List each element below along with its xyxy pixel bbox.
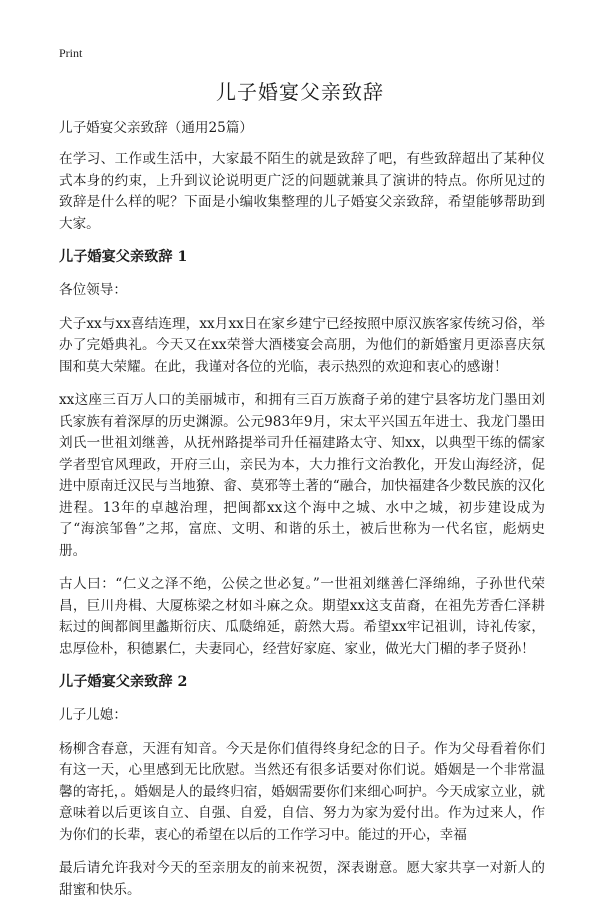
article-body	[59, 118, 545, 913]
section-greeting: 各位领导：	[59, 282, 127, 298]
page-title: 儿子婚宴父亲致辞	[216, 80, 384, 104]
article-subtitle: 儿子婚宴父亲致辞（通用25篇）	[59, 120, 254, 136]
section-1	[59, 247, 545, 660]
section-paragraph: 最后请允许我对今天的至亲朋友的前来祝贺，深表谢意。愿大家共享一对新人的甜蜜和快乐。	[59, 860, 545, 898]
section-2	[59, 672, 545, 901]
print-link[interactable]: Print	[59, 46, 83, 60]
section-paragraph: 犬子xx与xx喜结连理，xx月xx日在家乡建宁已经按照中原汉族客家传统习俗，举办了完婚典礼。今天又在xx荣誉大酒楼宴会高朋，为他们的新婚蜜月更添喜庆氛围和莫大荣耀。在此，我谨对各位的光临，表示热烈的欢迎和衷心的感谢！	[59, 315, 545, 375]
section-paragraph: 杨柳含春意，天涯有知音。今天是你们值得终身纪念的日子。作为父母看着你们有这一天，心里感到无比欣慰。当然还有很多话要对你们说。婚姻是一个非常温馨的寄托，。婚姻是人的最终归宿，婚姻需要你们来细心呵护。今天成家立业，就意味着以后更该自立、自强、自爱，自信、努力为家为爱付出。作为过来人，作为你们的长辈，衷心的希望在以后的工作学习中。能过的开心，幸福	[59, 740, 545, 843]
section-paragraph: xx这座三百万人口的美丽城市，和拥有三百万族裔子弟的建宁县客坊龙门墨田刘氏家族有着深厚的历史渊源。公元983年9月，宋太平兴国五年进士、我龙门墨田刘氏一世祖刘继善，从抚州路提举司升任福建路太守、知xx，以典型干练的儒家学者型官风理政，开府三山，亲民为本，大力推行文治教化，开发山海经济，促进中原南迁汉民与当地獠、畲、莫邪等土著的“融合，加快福建各少数民族的汉化进程。13年的卓越治理，把闽都xx这个海中之城、水中之城，初步建设成为了“海滨邹鲁”之邦，富庶、文明、和谐的乐土，被后世称为一代名宦，彪炳史册。	[59, 392, 545, 559]
intro-paragraph: 在学习、工作或生活中，大家最不陌生的就是致辞了吧，有些致辞超出了某种仪式本身的约束，上升到议论说明更广泛的问题就兼具了演讲的特点。你所见过的致辞是什么样的呢？下面是小编收集整理的儿子婚宴父亲致辞，希望能够帮助到大家。	[59, 151, 545, 232]
section-heading: 儿子婚宴父亲致辞 1	[59, 249, 188, 265]
section-greeting: 儿子儿媳：	[59, 707, 127, 723]
section-paragraph: 古人曰：“仁义之泽不绝，公侯之世必复。”一世祖刘继善仁泽绵绵，子孙世代荣昌，巨川舟楫、大厦栋梁之材如斗麻之众。期望xx这支苗裔，在祖先芳香仁泽耕耘过的闽都阆里蠡斯衍庆、瓜瓞绵延，蔚然大焉。希望xx牢记祖训，诗礼传家，忠厚俭朴，积德累仁，夫妻同心，经营好家庭、家业，做光大门楣的孝子贤孙！	[59, 576, 545, 657]
section-heading: 儿子婚宴父亲致辞 2	[59, 674, 188, 690]
